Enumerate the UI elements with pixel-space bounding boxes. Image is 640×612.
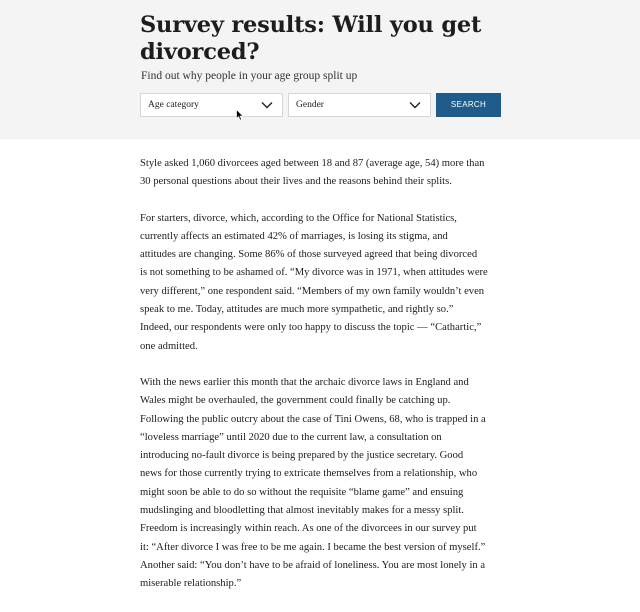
page-subtitle: Find out why people in your age group split up — [141, 70, 358, 82]
page-title: Survey results: Will you get divorced? — [140, 12, 482, 65]
gender-select[interactable] — [288, 93, 431, 117]
article-paragraph — [140, 155, 508, 192]
text-line: might soon be able to do so without the requisite “blame game” and ensuing — [140, 486, 464, 498]
article-body — [140, 155, 508, 612]
chevron-down-icon — [409, 101, 421, 109]
text-line: For starters, divorce, which, according to the Office for National Statistics, — [140, 212, 457, 224]
text-line: one admitted. — [140, 340, 198, 352]
text-line: Another said: “You don’t have to be afraid of loneliness. You are most lonely in a — [140, 559, 486, 571]
text-line: news for those currently trying to extricate themselves from a relationship, who — [140, 468, 478, 480]
chevron-down-icon — [261, 101, 273, 109]
text-line: very different,” one respondent said. “Members of my own family wouldn’t even — [140, 285, 485, 297]
header-section — [0, 0, 640, 139]
text-line: it: “After divorce I was free to be me again. I became the best version of myself.” — [140, 541, 486, 553]
text-line: introducing no-fault divorce is being prepared by the justice secretary. Good — [140, 450, 464, 462]
text-line: is not something to be ashamed of. “My divorce was in 1971, when attitudes were — [140, 267, 488, 279]
mouse-cursor-icon — [236, 109, 244, 121]
text-line: attitudes are changing. Some 86% of those surveyed agreed that being divorced — [140, 249, 478, 261]
text-line: 30 personal questions about their lives and the reasons behind their splits. — [140, 176, 452, 188]
search-button[interactable]: SEARCH — [436, 93, 501, 117]
text-line: Indeed, our respondents were only too happy to discuss the topic — “Cathartic,” — [140, 322, 482, 334]
age-category-select[interactable] — [140, 93, 283, 117]
text-line: miserable relationship.” — [140, 578, 242, 590]
text-line: Wales might be overhauled, the government could finally be catching up. — [140, 395, 451, 407]
gender-label: Gender — [296, 100, 324, 110]
text-line: currently affects an estimated 42% of marriages, is losing its stigma, and — [140, 230, 448, 242]
text-line: mudslinging and bloodletting that almost inevitably makes for a messy split. — [140, 505, 464, 517]
text-line: With the news earlier this month that the archaic divorce laws in England and — [140, 376, 469, 388]
text-line: Freedom is increasingly within reach. As one of the divorcees in our survey put — [140, 523, 477, 535]
article-paragraph — [140, 374, 508, 594]
text-line: “loveless marriage” until 2020 due to the current law, a consultation on — [140, 431, 442, 443]
text-line: Style asked 1,060 divorcees aged between 18 and 87 (average age, 54) more than — [140, 158, 485, 169]
age-category-label: Age category — [148, 100, 199, 110]
article-paragraph — [140, 210, 508, 356]
text-line: Following the public outcry about the case of Tini Owens, 68, who is trapped in a — [140, 413, 486, 425]
text-line: speak to me. Today, attitudes are much more sympathetic, and rightly so.” — [140, 304, 454, 316]
